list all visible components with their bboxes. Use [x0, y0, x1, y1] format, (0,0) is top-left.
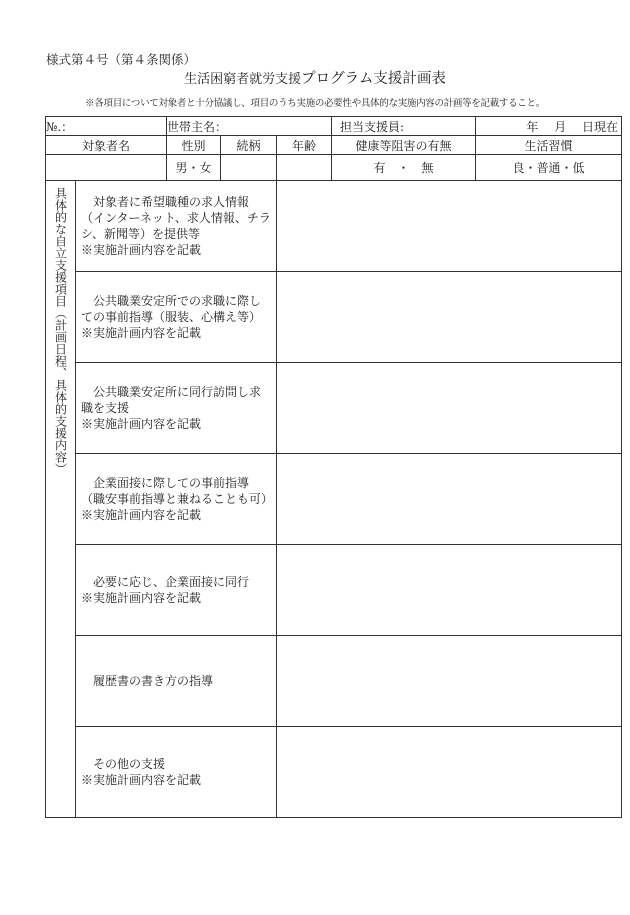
- subject-name-header: 対象者名: [46, 136, 167, 155]
- subject-name-field[interactable]: [46, 155, 167, 181]
- support-item-plan-field[interactable]: [277, 727, 622, 818]
- side-label-cell: [46, 181, 76, 818]
- support-item-plan-field[interactable]: [277, 181, 622, 272]
- life-habits-header: 生活習慣: [476, 136, 622, 155]
- support-plan-table: [45, 116, 622, 818]
- gender-header: 性別: [167, 136, 221, 155]
- support-item-text: 対象者に希望職種の求人情報（インターネット、求人情報、チラシ、新聞等）を提供等: [81, 195, 271, 241]
- age-header: 年齢: [277, 136, 332, 155]
- gender-options[interactable]: 男・女: [167, 155, 221, 181]
- relation-header: 続柄: [221, 136, 277, 155]
- support-item-row: [46, 545, 622, 636]
- page-title: [0, 67, 630, 88]
- support-item-plan-field[interactable]: [277, 545, 622, 636]
- support-item-text: 企業面接に際しての事前指導（職安事前指導と兼ねることも可）: [81, 476, 274, 506]
- support-item-note: ※実施計画内容を記載: [81, 243, 202, 257]
- health-impediment-options[interactable]: 有 ・ 無: [332, 155, 476, 181]
- support-item-description: [76, 727, 277, 818]
- support-item-description: [76, 272, 277, 363]
- support-item-row: [46, 363, 622, 454]
- support-item-text: 必要に応じ、企業面接に同行: [93, 575, 250, 589]
- health-impediment-header: 健康等阻害の有無: [332, 136, 476, 155]
- form-number: 様式第４号（第４条関係）: [46, 52, 197, 67]
- support-item-text: 公共職業安定所に同行訪問し求職を支援: [81, 385, 262, 415]
- support-item-plan-field[interactable]: [277, 454, 622, 545]
- header-row-1: [46, 117, 622, 136]
- support-item-row: [46, 181, 622, 272]
- support-item-description: [76, 636, 277, 727]
- relation-field[interactable]: [221, 155, 277, 181]
- case-number-cell[interactable]: [46, 117, 167, 136]
- date-cell[interactable]: [476, 117, 622, 136]
- life-habits-options[interactable]: 良・普通・低: [476, 155, 622, 181]
- staff-label: 担当支援員:: [340, 119, 405, 134]
- support-item-row: [46, 272, 622, 363]
- header-row-3: [46, 155, 622, 181]
- date-label: 年 月 日現在: [526, 119, 619, 134]
- support-item-row: [46, 636, 622, 727]
- instruction-note: ※各項目について対象者と十分協議し、項目のうち実施の必要性や具体的な実施内容の計画等を記載すること。: [85, 98, 545, 109]
- support-item-plan-field[interactable]: [277, 636, 622, 727]
- support-item-note: ※実施計画内容を記載: [81, 773, 202, 787]
- staff-cell[interactable]: [332, 117, 476, 136]
- age-field[interactable]: [277, 155, 332, 181]
- title-prefix: 生活困窮者就労支援: [184, 72, 302, 87]
- title-main: プログラム支援計画表: [301, 71, 446, 87]
- side-label: 具体的な自立支援項目（計画日程、具体的支援内容）: [53, 187, 68, 475]
- support-item-text: その他の支援: [93, 757, 166, 771]
- support-item-text: 履歴書の書き方の指導: [93, 674, 214, 688]
- header-row-2: [46, 136, 622, 155]
- case-number-label: №.：: [46, 119, 74, 134]
- household-head-cell[interactable]: [167, 117, 332, 136]
- support-item-row: [46, 727, 622, 818]
- support-item-plan-field[interactable]: [277, 363, 622, 454]
- support-item-description: [76, 181, 277, 272]
- household-head-label: 世帯主名：: [167, 119, 228, 134]
- support-item-note: ※実施計画内容を記載: [81, 326, 202, 340]
- support-item-description: [76, 454, 277, 545]
- support-item-description: [76, 545, 277, 636]
- support-item-text: 公共職業安定所での求職に際しての事前指導（服装、心構え等）: [81, 294, 262, 324]
- support-item-note: ※実施計画内容を記載: [81, 591, 202, 605]
- support-item-note: ※実施計画内容を記載: [81, 508, 202, 522]
- support-item-description: [76, 363, 277, 454]
- support-item-plan-field[interactable]: [277, 272, 622, 363]
- support-item-row: [46, 454, 622, 545]
- support-item-note: ※実施計画内容を記載: [81, 417, 202, 431]
